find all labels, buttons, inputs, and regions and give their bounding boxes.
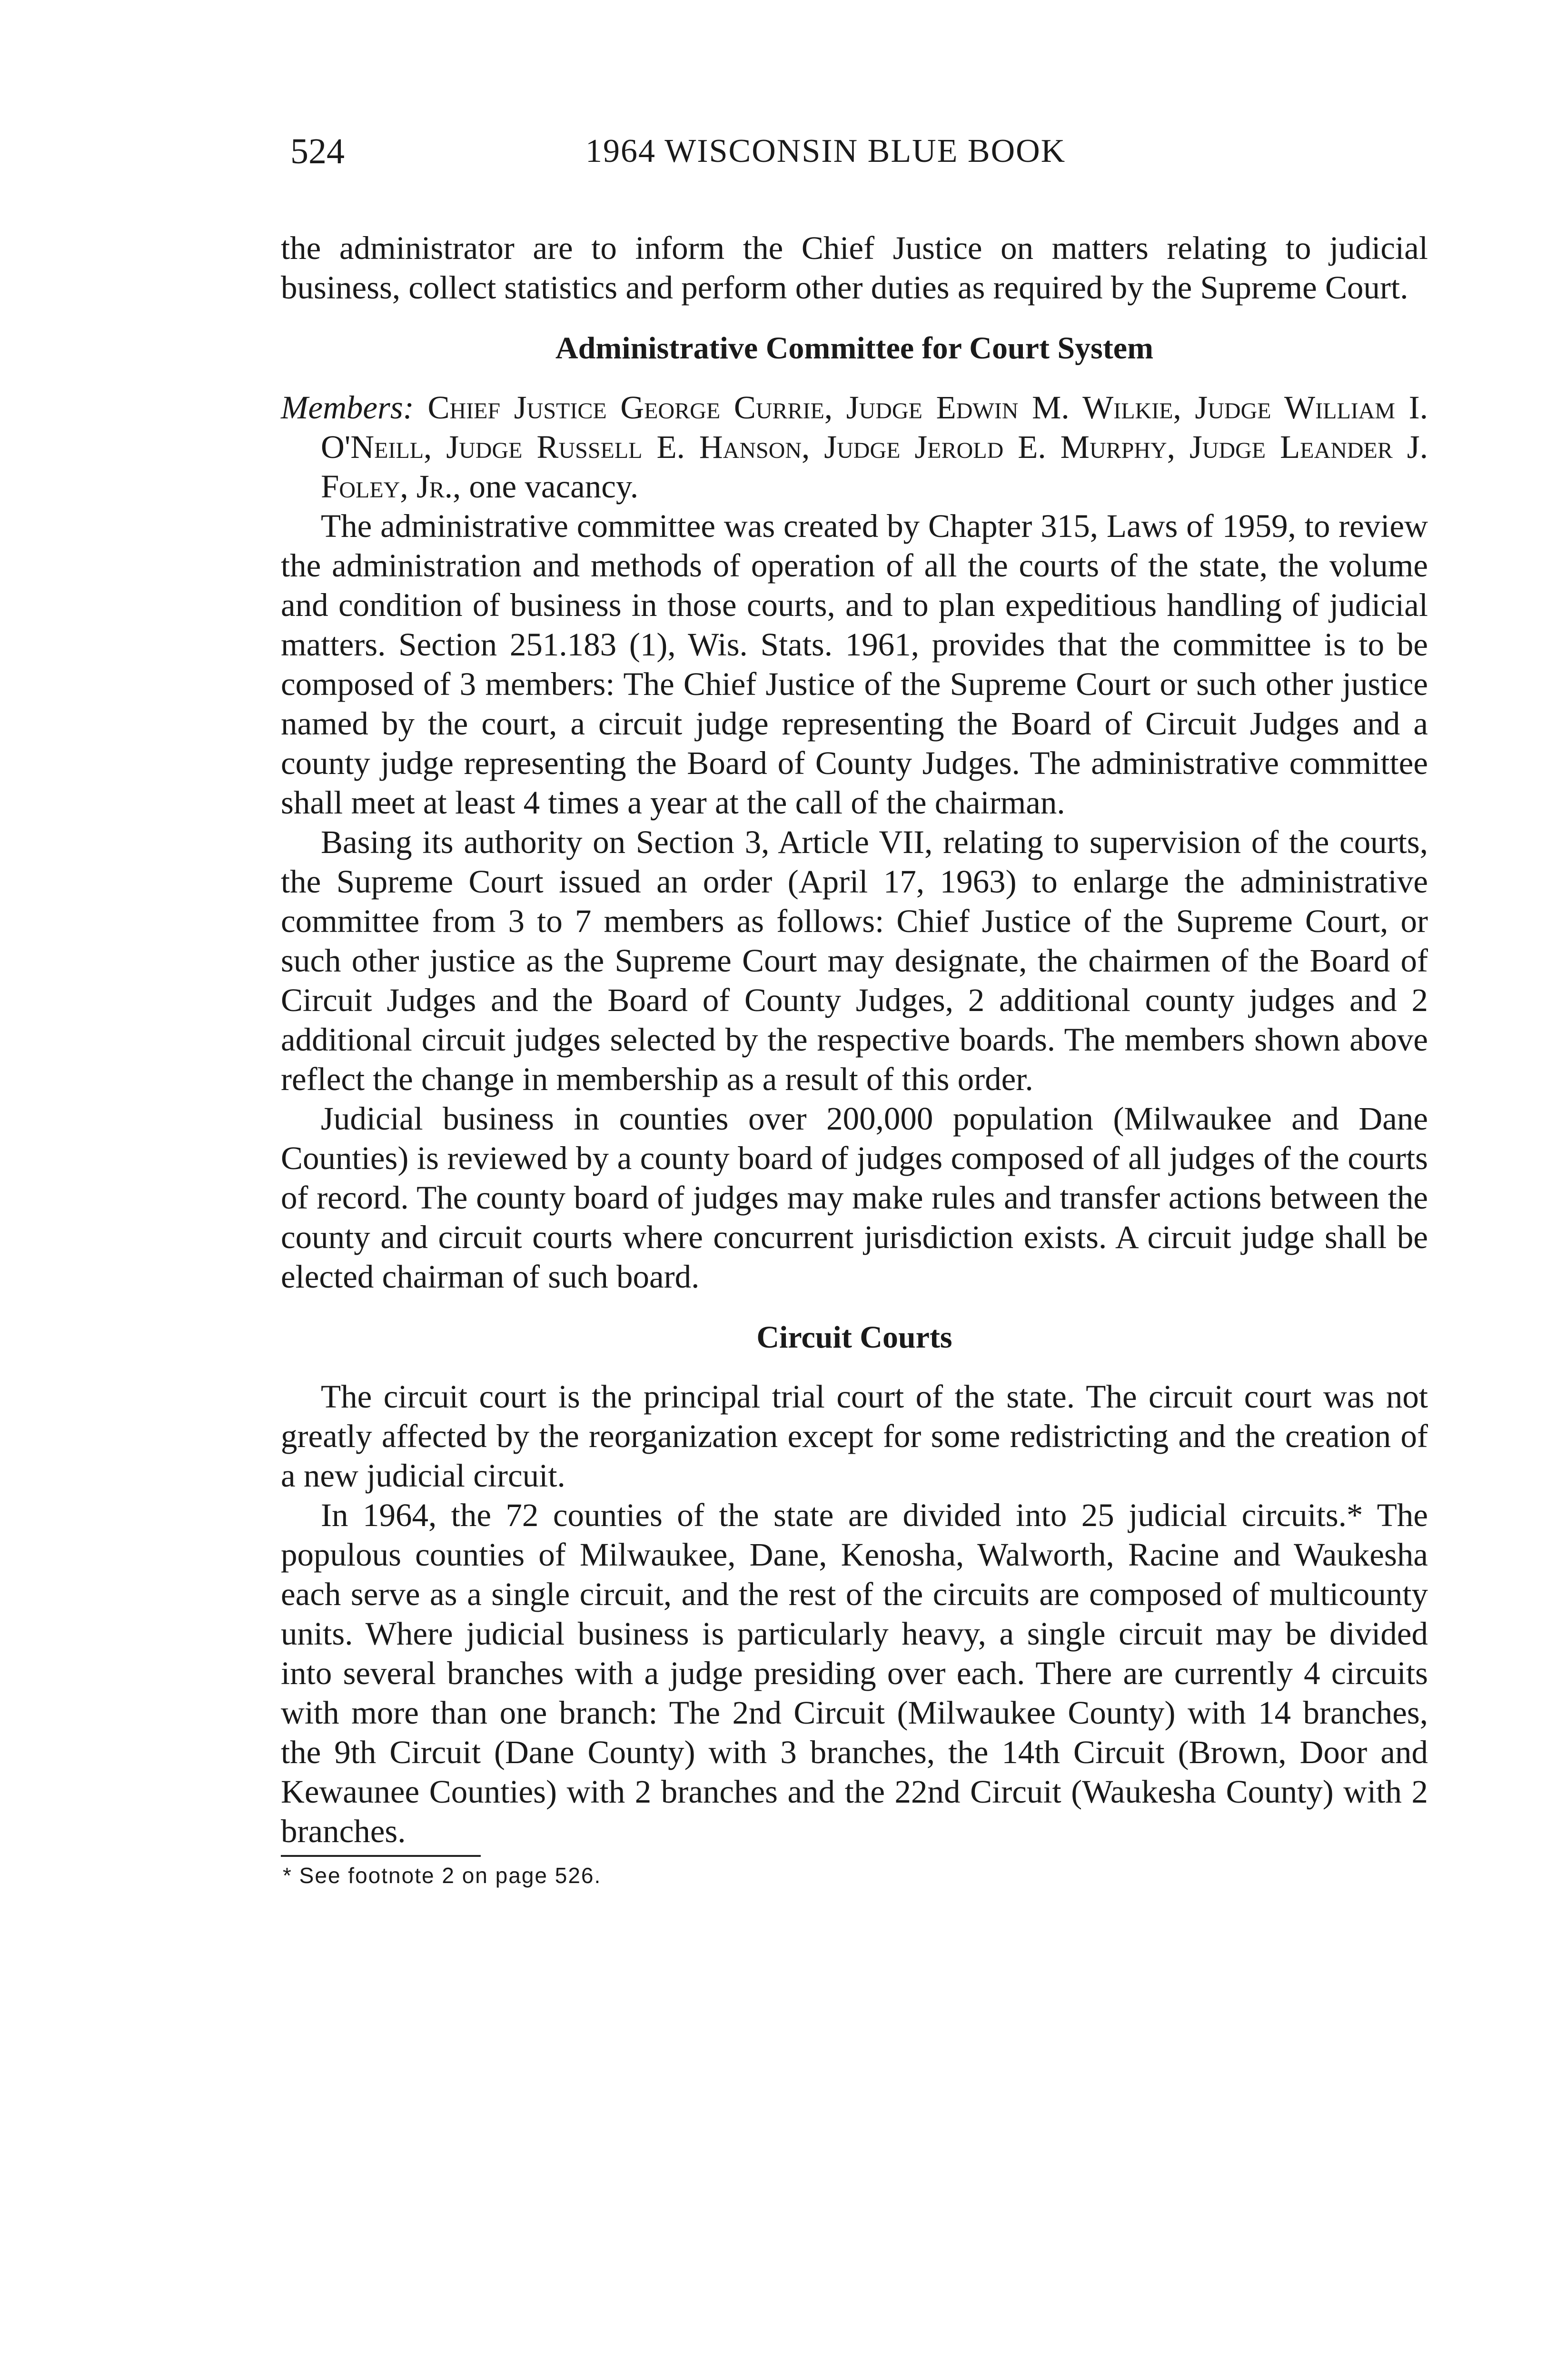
circuit-courts-heading: Circuit Courts: [756, 1320, 952, 1355]
admin-committee-paragraph: Judicial business in counties over 200,000 population (Milwaukee and Dane Counties) is reviewed by a county board of judges composed of all judges of the courts of record. The county board of judges may make rules and transfer actions between the county and circuit courts where concurrent jurisdiction exists. A circuit judge shall be elected chairman of such board.: [281, 1101, 1428, 1295]
circuit-courts-paragraph: In 1964, the 72 counties of the state are divided into 25 judicial circuits.* The populous counties of Milwaukee, Dane, Kenosha, Walworth, Racine and Waukesha each serve as a single circuit, and the rest of the circuits are composed of multicounty units. Where judicial business is particularly heavy, a single circuit may be divided into several branches with a judge presiding over each. There are currently 4 circuits with more than one branch: The 2nd Circuit (Milwaukee County) with 14 branches, the 9th Circuit (Dane County) with 3 branches, the 14th Circuit (Brown, Door and Kewaunee Counties) with 2 branches and the 22nd Circuit (Waukesha County) with 2 branches.: [281, 1497, 1428, 1849]
intro-paragraph: the administrator are to inform the Chief Justice on matters relating to judicial business, collect statistics and perform other duties as required by the Supreme Court.: [281, 230, 1428, 306]
members-label: Members:: [281, 389, 414, 426]
admin-committee-paragraph: Basing its authority on Section 3, Article VII, relating to supervision of the courts, the Supreme Court issued an order (April 17, 1963) to enlarge the administrative committee from 3 to 7 members as follows: Chief Justice of the Supreme Court, or such other justice as the Supreme Court may designate, the chairmen of the Board of Circuit Judges and the Board of County Judges, 2 additional county judges and 2 additional circuit judges selected by the respective boards. The members shown above reflect the change in membership as a result of this order.: [281, 824, 1428, 1097]
members-names: Chief Justice George Currie, Judge Edwin M. Wilkie, Judge William I. O'Neill, Judge Russell E. Hanson, Judge Jerold E. Murphy, Judge Leander J. Foley, Jr.: [321, 389, 1428, 505]
book-title: 1964 WISCONSIN BLUE BOOK: [585, 133, 1066, 169]
members-suffix: , one vacancy.: [452, 468, 639, 505]
admin-committee-heading: Administrative Committee for Court System: [555, 331, 1154, 366]
circuit-courts-paragraph: The circuit court is the principal trial court of the state. The circuit court was not greatly affected by the reorganization except for some redistricting and the creation of a new judicial circuit.: [281, 1378, 1428, 1494]
page-number: 524: [290, 131, 345, 171]
members-list: [281, 388, 1428, 506]
footnote-divider: [281, 1855, 481, 1857]
main-text: [281, 228, 1428, 1890]
running-head: [290, 128, 1423, 175]
footnote: * See footnote 2 on page 526.: [283, 1863, 602, 1888]
admin-committee-paragraph: The administrative committee was created by Chapter 315, Laws of 1959, to review the administration and methods of operation of all the courts of the state, the volume and condition of business in those courts, and to plan expeditious handling of judicial matters. Section 251.183 (1), Wis. Stats. 1961, provides that the committee is to be composed of 3 members: The Chief Justice of the Supreme Court or such other justice named by the court, a circuit judge representing the Board of Circuit Judges and a county judge representing the Board of County Judges. The administrative committee shall meet at least 4 times a year at the call of the chairman.: [281, 508, 1428, 821]
